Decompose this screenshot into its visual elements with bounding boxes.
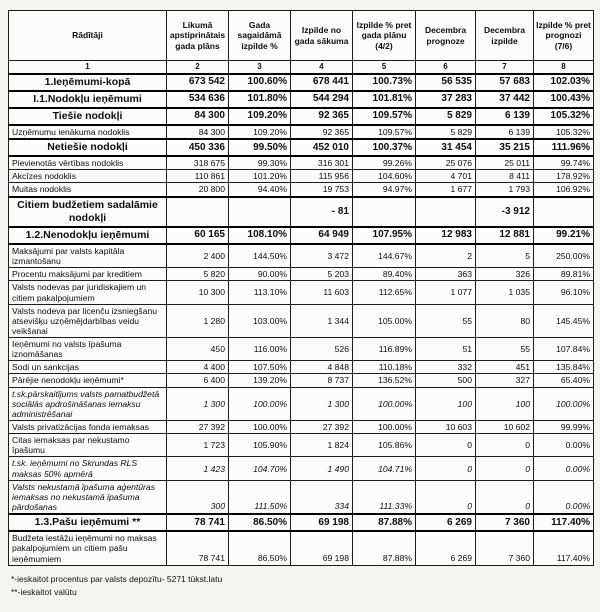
value-cell: 94.40%: [229, 183, 291, 197]
value-cell: 117.40%: [534, 531, 594, 565]
value-cell: 2 400: [167, 244, 229, 268]
value-cell: 105.32%: [534, 108, 594, 125]
value-cell: 1 423: [167, 457, 229, 480]
value-cell: 450 336: [167, 139, 229, 156]
value-cell: 96.10%: [534, 281, 594, 304]
value-cell: 7 360: [476, 514, 534, 531]
value-cell: 104.70%: [229, 457, 291, 480]
row-label: Tiešie nodokļi: [9, 108, 167, 125]
table-body: [9, 74, 594, 566]
table-row: [9, 338, 594, 361]
row-label: Muitas nodoklis: [9, 183, 167, 197]
row-label: Pārējie nenodokļu ieņēmumi*: [9, 374, 167, 387]
value-cell: 31 454: [416, 139, 476, 156]
value-cell: 5: [476, 244, 534, 268]
value-cell: 7 360: [476, 531, 534, 565]
value-cell: 1 280: [167, 304, 229, 337]
value-cell: 104.60%: [353, 170, 416, 183]
value-cell: 116.89%: [353, 338, 416, 361]
table-row: [9, 125, 594, 139]
value-cell: 100.00%: [229, 421, 291, 434]
row-label: 1.Ieņēmumi-kopā: [9, 74, 167, 91]
value-cell: [167, 197, 229, 227]
value-cell: 0: [416, 434, 476, 457]
value-cell: 109.20%: [229, 125, 291, 139]
value-cell: 78 741: [167, 531, 229, 565]
value-cell: 113.10%: [229, 281, 291, 304]
value-cell: 92 365: [291, 108, 353, 125]
value-cell: 86.50%: [229, 531, 291, 565]
value-cell: 87.88%: [353, 531, 416, 565]
value-cell: 363: [416, 268, 476, 281]
value-cell: 2: [416, 244, 476, 268]
value-cell: 105.00%: [353, 304, 416, 337]
value-cell: 102.03%: [534, 74, 594, 91]
table-row: [9, 244, 594, 268]
value-cell: 1 077: [416, 281, 476, 304]
value-cell: 3 472: [291, 244, 353, 268]
value-cell: 87.88%: [353, 514, 416, 531]
table-row: [9, 91, 594, 108]
table-row: [9, 108, 594, 125]
value-cell: 6 139: [476, 125, 534, 139]
value-cell: 111.96%: [534, 139, 594, 156]
value-cell: 35 215: [476, 139, 534, 156]
table-header: [9, 11, 594, 74]
footnote-1: *-ieskaitot procentus par valsts depozītu- 5271 tūkst.latu: [11, 573, 223, 584]
value-cell: 316 301: [291, 156, 353, 170]
value-cell: 99.99%: [534, 421, 594, 434]
value-cell: 135.84%: [534, 361, 594, 374]
column-header: Gada sagaidāmā izpilde %: [229, 11, 291, 61]
row-label: Maksājumi par valsts kapitāla izmantošanu: [9, 244, 167, 268]
column-header: Izpilde % pret gada plānu (4/2): [353, 11, 416, 61]
row-label: Pievienotās vērtības nodoklis: [9, 156, 167, 170]
budget-table: [8, 10, 594, 566]
value-cell: 1 344: [291, 304, 353, 337]
column-header: Rādītāji: [9, 11, 167, 61]
value-cell: 106.92%: [534, 183, 594, 197]
column-number: 1: [9, 61, 167, 74]
row-label: Citas iemaksas par nekustamo īpašumu: [9, 434, 167, 457]
value-cell: 109.57%: [353, 125, 416, 139]
value-cell: 100.00%: [353, 387, 416, 420]
value-cell: 145.45%: [534, 304, 594, 337]
row-label: Budžeta iestāžu ieņēmumi no maksas pakalpojumiem un citiem pašu ieņēmumiem: [9, 531, 167, 565]
value-cell: 37 283: [416, 91, 476, 108]
value-cell: 4 400: [167, 361, 229, 374]
value-cell: 100.00%: [229, 387, 291, 420]
row-label: Valsts privatizācijas fonda iemaksas: [9, 421, 167, 434]
value-cell: 300: [167, 480, 229, 514]
table-row: [9, 514, 594, 531]
row-label: 1.3.Pašu ieņēmumi **: [9, 514, 167, 531]
value-cell: 8 411: [476, 170, 534, 183]
column-header: Decembra prognoze: [416, 11, 476, 61]
value-cell: 139.20%: [229, 374, 291, 387]
value-cell: 115 956: [291, 170, 353, 183]
value-cell: 103.00%: [229, 304, 291, 337]
value-cell: 105.32%: [534, 125, 594, 139]
column-number-row: [9, 61, 594, 74]
value-cell: 99.50%: [229, 139, 291, 156]
row-label: Uzņēmumu ienākuma nodoklis: [9, 125, 167, 139]
value-cell: 99.74%: [534, 156, 594, 170]
value-cell: 1 677: [416, 183, 476, 197]
value-cell: 100: [416, 387, 476, 420]
value-cell: 0: [476, 457, 534, 480]
value-cell: 105.86%: [353, 434, 416, 457]
value-cell: 117.40%: [534, 514, 594, 531]
value-cell: 51: [416, 338, 476, 361]
value-cell: 144.50%: [229, 244, 291, 268]
value-cell: 57 683: [476, 74, 534, 91]
value-cell: 107.95%: [353, 227, 416, 244]
value-cell: 0: [476, 434, 534, 457]
footnotes: [8, 573, 593, 600]
value-cell: 109.20%: [229, 108, 291, 125]
value-cell: 0.00%: [534, 434, 594, 457]
value-cell: 27 392: [291, 421, 353, 434]
value-cell: 0: [476, 480, 534, 514]
value-cell: 500: [416, 374, 476, 387]
value-cell: 19 753: [291, 183, 353, 197]
value-cell: 92 365: [291, 125, 353, 139]
value-cell: 20 800: [167, 183, 229, 197]
value-cell: 334: [291, 480, 353, 514]
value-cell: 100: [476, 387, 534, 420]
column-header: Decembra izpilde: [476, 11, 534, 61]
value-cell: 5 829: [416, 108, 476, 125]
value-cell: 450: [167, 338, 229, 361]
row-label: 1.2.Nenodokļu ieņēmumi: [9, 227, 167, 244]
value-cell: 178.92%: [534, 170, 594, 183]
value-cell: 0.00%: [534, 457, 594, 480]
row-label: Valsts nekustamā īpašuma aģentūras iemaksas no nekustamā īpašuma pārdošanas: [9, 480, 167, 514]
value-cell: 84 300: [167, 108, 229, 125]
table-row: [9, 531, 594, 565]
table-row: [9, 361, 594, 374]
table-row: [9, 156, 594, 170]
column-number: 2: [167, 61, 229, 74]
row-label: t.sk.pārskaitījums valsts pamatbudžetā sociālās apdrošināšanas iemaksu administrēšanai: [9, 387, 167, 420]
value-cell: 6 269: [416, 531, 476, 565]
value-cell: 0: [416, 457, 476, 480]
column-header: Izpilde % pret prognozi (7/6): [534, 11, 594, 61]
value-cell: - 81: [291, 197, 353, 227]
value-cell: 12 983: [416, 227, 476, 244]
value-cell: 99.26%: [353, 156, 416, 170]
value-cell: 100.37%: [353, 139, 416, 156]
value-cell: 327: [476, 374, 534, 387]
value-cell: 80: [476, 304, 534, 337]
value-cell: 452 010: [291, 139, 353, 156]
value-cell: 12 881: [476, 227, 534, 244]
value-cell: 1 824: [291, 434, 353, 457]
value-cell: 89.81%: [534, 268, 594, 281]
value-cell: 1 793: [476, 183, 534, 197]
value-cell: 1 035: [476, 281, 534, 304]
table-row: [9, 183, 594, 197]
value-cell: 104.71%: [353, 457, 416, 480]
table-row: [9, 480, 594, 514]
value-cell: 326: [476, 268, 534, 281]
value-cell: 107.50%: [229, 361, 291, 374]
row-label: Procentu maksājumi par kreditiem: [9, 268, 167, 281]
value-cell: 534 636: [167, 91, 229, 108]
value-cell: 99.21%: [534, 227, 594, 244]
value-cell: 112.65%: [353, 281, 416, 304]
value-cell: 144.67%: [353, 244, 416, 268]
value-cell: 94.97%: [353, 183, 416, 197]
table-row: [9, 197, 594, 227]
value-cell: 332: [416, 361, 476, 374]
value-cell: 25 076: [416, 156, 476, 170]
value-cell: 110.18%: [353, 361, 416, 374]
row-label: Valsts nodeva par licenču izsniegšanu atsevišķu uzņēmējdarbības veidu veikšanai: [9, 304, 167, 337]
value-cell: 1 300: [291, 387, 353, 420]
table-row: [9, 304, 594, 337]
value-cell: 5 829: [416, 125, 476, 139]
value-cell: 100.00%: [534, 387, 594, 420]
table-row: [9, 374, 594, 387]
value-cell: 99.30%: [229, 156, 291, 170]
value-cell: 110 861: [167, 170, 229, 183]
column-number: 6: [416, 61, 476, 74]
value-cell: 10 300: [167, 281, 229, 304]
value-cell: 84 300: [167, 125, 229, 139]
value-cell: 107.84%: [534, 338, 594, 361]
value-cell: 4 701: [416, 170, 476, 183]
value-cell: 111.50%: [229, 480, 291, 514]
value-cell: 60 165: [167, 227, 229, 244]
value-cell: 11 603: [291, 281, 353, 304]
row-label: Valsts nodevas par juridiskajiem un citiem pakalpojumiem: [9, 281, 167, 304]
value-cell: 1 300: [167, 387, 229, 420]
table-row: [9, 74, 594, 91]
value-cell: 90.00%: [229, 268, 291, 281]
value-cell: 544 294: [291, 91, 353, 108]
value-cell: 86.50%: [229, 514, 291, 531]
value-cell: 78 741: [167, 514, 229, 531]
value-cell: 56 535: [416, 74, 476, 91]
value-cell: 101.20%: [229, 170, 291, 183]
column-number: 3: [229, 61, 291, 74]
value-cell: 101.80%: [229, 91, 291, 108]
footnote-2: **-ieskaitot valūtu: [11, 587, 77, 598]
value-cell: 111.33%: [353, 480, 416, 514]
value-cell: 25 011: [476, 156, 534, 170]
value-cell: 526: [291, 338, 353, 361]
value-cell: 10 602: [476, 421, 534, 434]
value-cell: 69 198: [291, 531, 353, 565]
value-cell: 100.43%: [534, 91, 594, 108]
value-cell: [229, 197, 291, 227]
value-cell: 5 203: [291, 268, 353, 281]
value-cell: 37 442: [476, 91, 534, 108]
column-header: Likumā apstiprinātais gada plāns: [167, 11, 229, 61]
table-row: [9, 268, 594, 281]
value-cell: 116.00%: [229, 338, 291, 361]
table-row: [9, 387, 594, 420]
value-cell: 136.52%: [353, 374, 416, 387]
value-cell: 100.00%: [353, 421, 416, 434]
table-row: [9, 170, 594, 183]
table-row: [9, 434, 594, 457]
table-row: [9, 139, 594, 156]
row-label: Sodi un sankcijas: [9, 361, 167, 374]
value-cell: 0: [416, 480, 476, 514]
row-label: Citiem budžetiem sadalāmie nodokļi: [9, 197, 167, 227]
table-row: [9, 457, 594, 480]
value-cell: 108.10%: [229, 227, 291, 244]
table-row: [9, 421, 594, 434]
value-cell: 109.57%: [353, 108, 416, 125]
value-cell: 10 603: [416, 421, 476, 434]
row-label: t.sk. ieņēmumi no Skrundas RLS maksas 50% apmērā: [9, 457, 167, 480]
value-cell: [416, 197, 476, 227]
header-row: [9, 11, 594, 61]
row-label: Netiešie nodokļi: [9, 139, 167, 156]
row-label: Ieņēmumi no valsts īpašuma iznomāšanas: [9, 338, 167, 361]
value-cell: 100.73%: [353, 74, 416, 91]
value-cell: [534, 197, 594, 227]
value-cell: 69 198: [291, 514, 353, 531]
value-cell: 65.40%: [534, 374, 594, 387]
value-cell: 318 675: [167, 156, 229, 170]
value-cell: 64 949: [291, 227, 353, 244]
value-cell: -3 912: [476, 197, 534, 227]
value-cell: 55: [416, 304, 476, 337]
table-row: [9, 281, 594, 304]
value-cell: 55: [476, 338, 534, 361]
value-cell: 100.60%: [229, 74, 291, 91]
value-cell: 6 400: [167, 374, 229, 387]
column-header: Izpilde no gada sākuma: [291, 11, 353, 61]
value-cell: [353, 197, 416, 227]
row-label: Akcīzes nodoklis: [9, 170, 167, 183]
table-row: [9, 227, 594, 244]
value-cell: 6 269: [416, 514, 476, 531]
row-label: I.1.Nodokļu ieņēmumi: [9, 91, 167, 108]
value-cell: 1 723: [167, 434, 229, 457]
value-cell: 5 820: [167, 268, 229, 281]
value-cell: 105.90%: [229, 434, 291, 457]
value-cell: 250.00%: [534, 244, 594, 268]
column-number: 5: [353, 61, 416, 74]
value-cell: 678 441: [291, 74, 353, 91]
value-cell: 89.40%: [353, 268, 416, 281]
value-cell: 8 737: [291, 374, 353, 387]
value-cell: 0.00%: [534, 480, 594, 514]
value-cell: 673 542: [167, 74, 229, 91]
column-number: 7: [476, 61, 534, 74]
value-cell: 1 490: [291, 457, 353, 480]
value-cell: 27 392: [167, 421, 229, 434]
value-cell: 451: [476, 361, 534, 374]
value-cell: 4 848: [291, 361, 353, 374]
column-number: 4: [291, 61, 353, 74]
column-number: 8: [534, 61, 594, 74]
value-cell: 101.81%: [353, 91, 416, 108]
value-cell: 6 139: [476, 108, 534, 125]
